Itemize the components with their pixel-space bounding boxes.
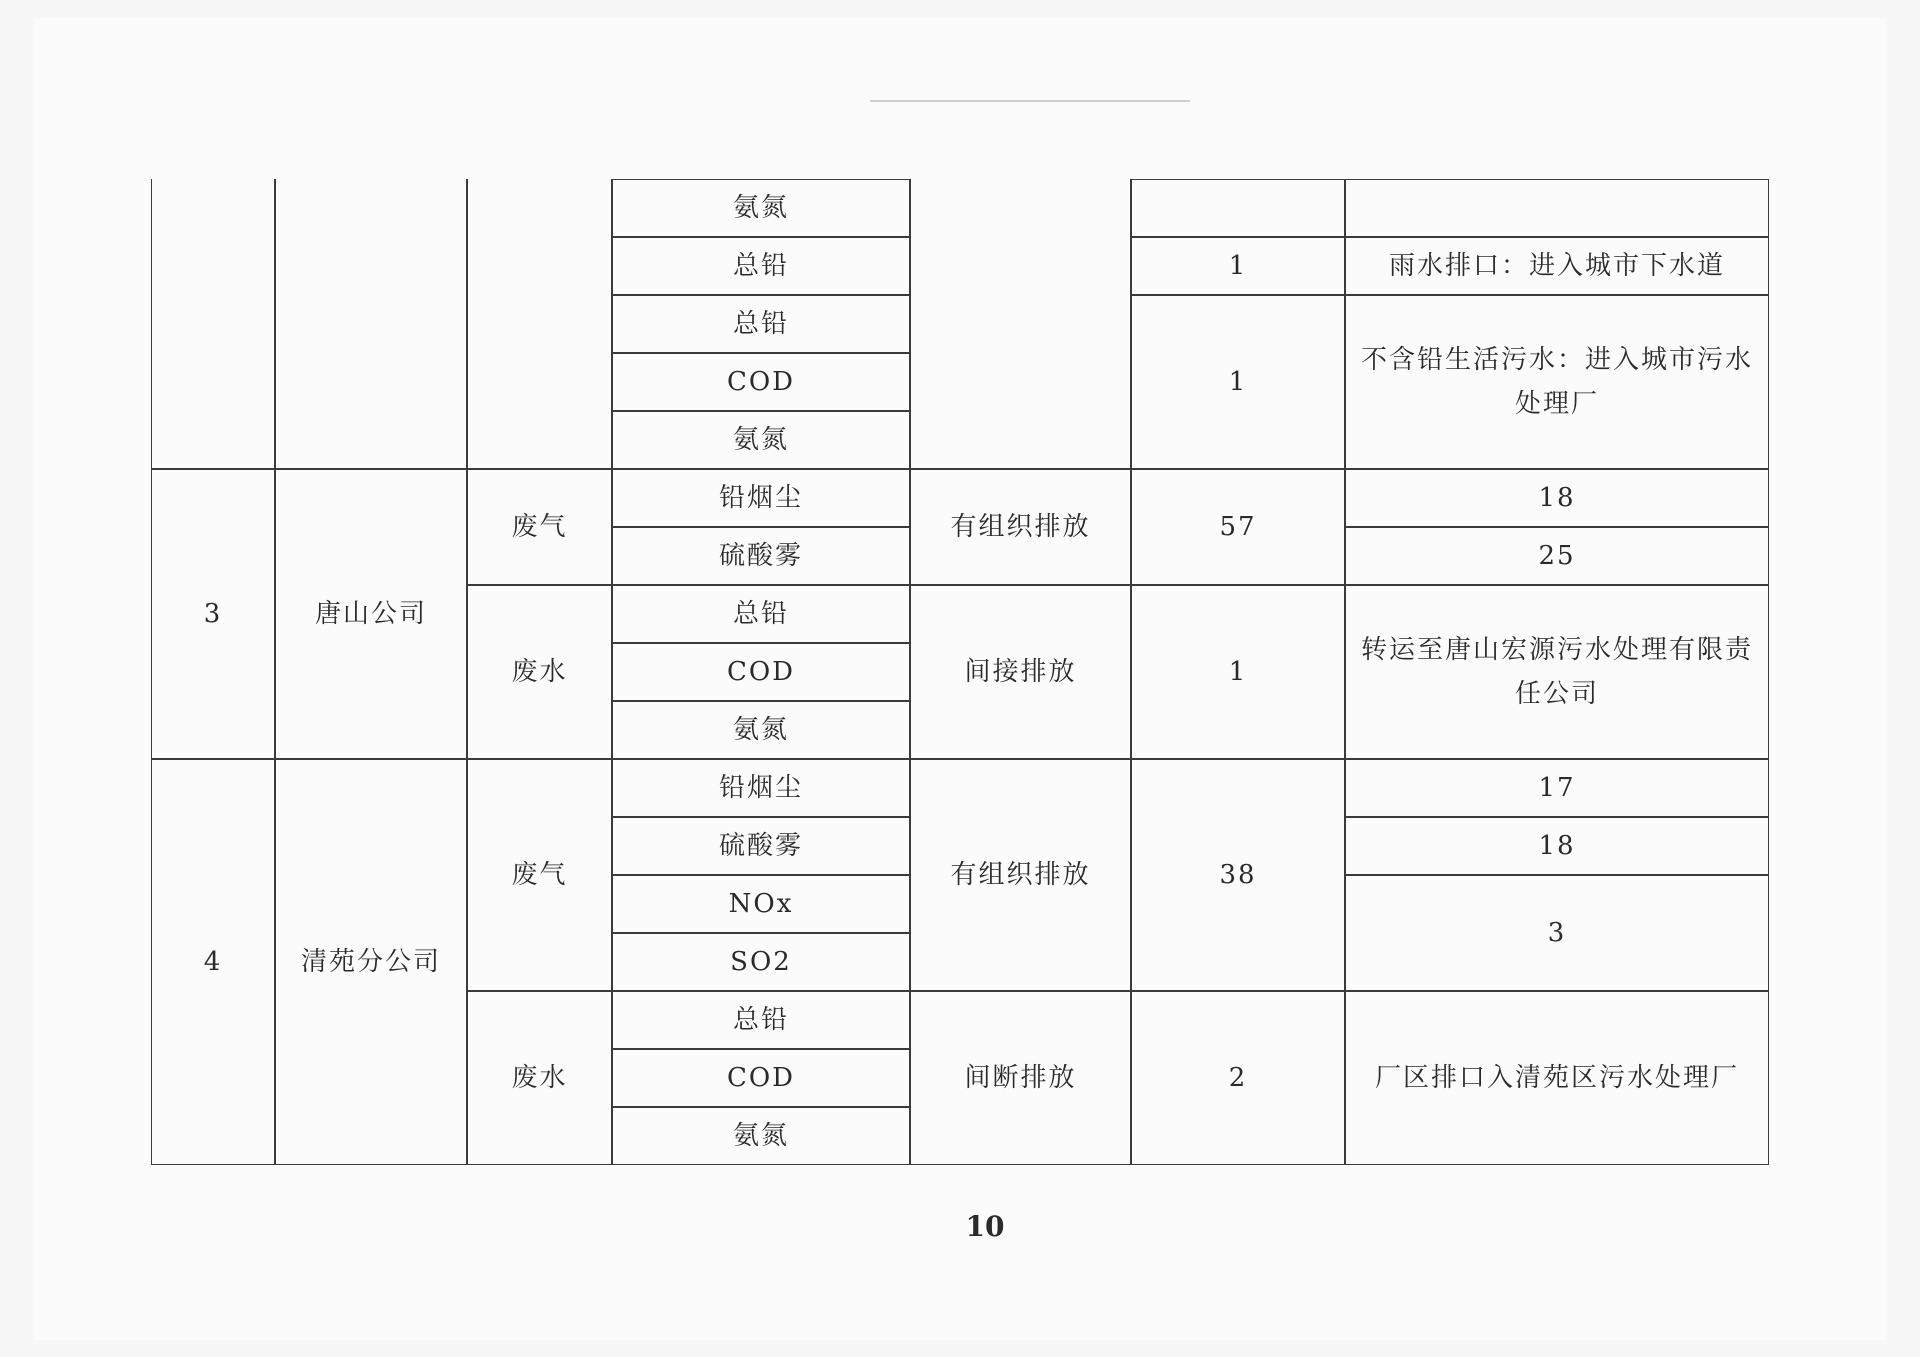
row3-gas-dest: 18 bbox=[1345, 469, 1769, 527]
page-number: 10 bbox=[965, 1210, 1005, 1243]
cont-outlets: 1 bbox=[1131, 295, 1345, 469]
row3-water-pollutant: 氨氮 bbox=[612, 701, 910, 759]
cont-destination: 不含铅生活污水：进入城市污水处理厂 bbox=[1345, 295, 1769, 469]
row4-gas-outlets: 38 bbox=[1131, 759, 1345, 991]
row4-water-outlets: 2 bbox=[1131, 991, 1345, 1165]
row3-water-pollutant: COD bbox=[612, 643, 910, 701]
row4-gas-pollutant: NOx bbox=[612, 875, 910, 933]
row4-gas-pollutant: SO2 bbox=[612, 933, 910, 991]
cont-no-cell bbox=[151, 179, 275, 469]
row3-company: 唐山公司 bbox=[275, 469, 467, 759]
row4-water-mode: 间断排放 bbox=[910, 991, 1131, 1165]
row3-water-kind: 废水 bbox=[467, 585, 612, 759]
row4-gas-dest: 17 bbox=[1345, 759, 1769, 817]
cont-mode-cell bbox=[910, 179, 1131, 469]
row3-gas-outlets: 57 bbox=[1131, 469, 1345, 585]
cont-pollutant: 总铅 bbox=[612, 295, 910, 353]
row4-company: 清苑分公司 bbox=[275, 759, 467, 1165]
cont-destination: 雨水排口：进入城市下水道 bbox=[1345, 237, 1769, 295]
row4-gas-dest: 18 bbox=[1345, 817, 1769, 875]
cont-kind-cell bbox=[467, 179, 612, 469]
cont-outlets: 1 bbox=[1131, 237, 1345, 295]
row4-water-pollutant: 氨氮 bbox=[612, 1107, 910, 1165]
row4-water-pollutant: COD bbox=[612, 1049, 910, 1107]
cont-pollutant: COD bbox=[612, 353, 910, 411]
row3-number: 3 bbox=[151, 469, 275, 759]
row4-gas-dest: 3 bbox=[1345, 875, 1769, 991]
row3-gas-pollutant: 硫酸雾 bbox=[612, 527, 910, 585]
row4-gas-kind: 废气 bbox=[467, 759, 612, 991]
row3-water-dest: 转运至唐山宏源污水处理有限责任公司 bbox=[1345, 585, 1769, 759]
cont-pollutant: 总铅 bbox=[612, 237, 910, 295]
cont-outlets bbox=[1131, 179, 1345, 237]
row4-gas-pollutant: 硫酸雾 bbox=[612, 817, 910, 875]
row3-gas-mode: 有组织排放 bbox=[910, 469, 1131, 585]
header-rule bbox=[870, 100, 1190, 102]
row3-water-mode: 间接排放 bbox=[910, 585, 1131, 759]
cont-destination bbox=[1345, 179, 1769, 237]
row3-gas-dest: 25 bbox=[1345, 527, 1769, 585]
row4-gas-mode: 有组织排放 bbox=[910, 759, 1131, 991]
row4-gas-pollutant: 铅烟尘 bbox=[612, 759, 910, 817]
row4-number: 4 bbox=[151, 759, 275, 1165]
cont-pollutant: 氨氮 bbox=[612, 179, 910, 237]
row4-water-pollutant: 总铅 bbox=[612, 991, 910, 1049]
cont-pollutant: 氨氮 bbox=[612, 411, 910, 469]
row4-water-kind: 废水 bbox=[467, 991, 612, 1165]
row3-gas-pollutant: 铅烟尘 bbox=[612, 469, 910, 527]
row3-water-pollutant: 总铅 bbox=[612, 585, 910, 643]
cont-company-cell bbox=[275, 179, 467, 469]
row3-water-outlets: 1 bbox=[1131, 585, 1345, 759]
row4-water-dest: 厂区排口入清苑区污水处理厂 bbox=[1345, 991, 1769, 1165]
row3-gas-kind: 废气 bbox=[467, 469, 612, 585]
